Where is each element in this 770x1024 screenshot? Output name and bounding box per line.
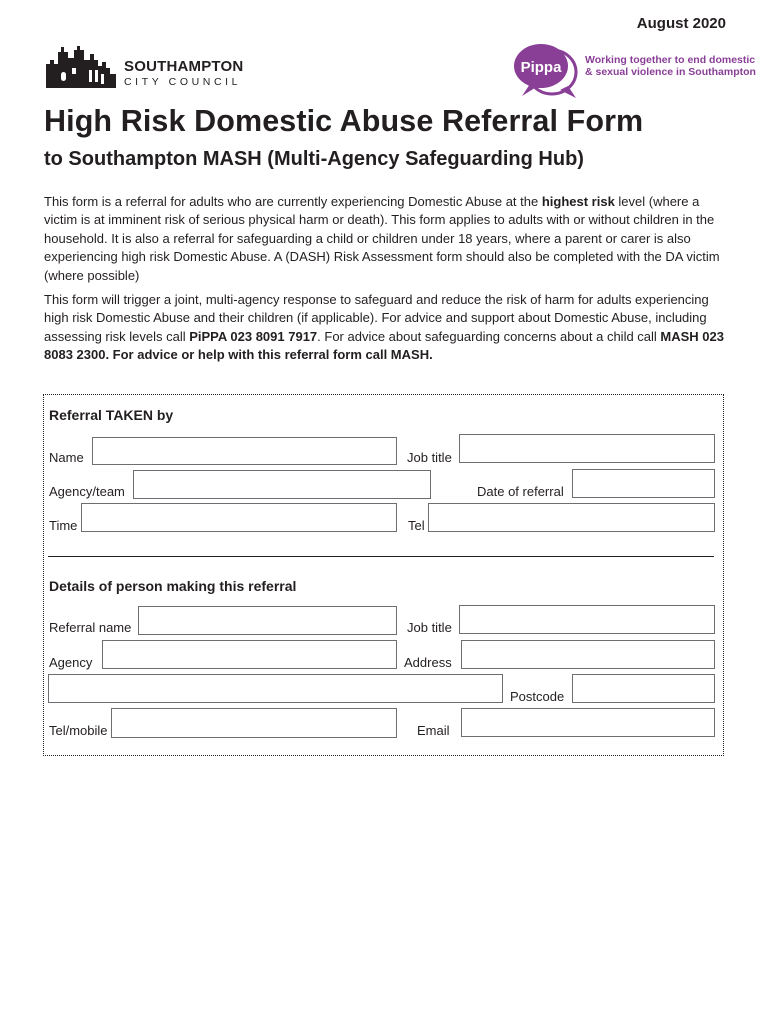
date-of-referral-label: Date of referral bbox=[477, 484, 564, 499]
postcode-input[interactable] bbox=[572, 674, 715, 703]
address-input[interactable] bbox=[461, 640, 715, 669]
address-continuation-input[interactable] bbox=[48, 674, 503, 703]
agency-label: Agency bbox=[49, 655, 93, 670]
agency-team-label: Agency/team bbox=[49, 484, 125, 499]
pippa-speech-bubble-logo bbox=[512, 42, 578, 100]
tel-mobile-input[interactable] bbox=[111, 708, 397, 738]
pippa-tagline-line2: & sexual violence in Southampton bbox=[585, 66, 756, 78]
section-divider bbox=[48, 556, 714, 557]
section-title-referrer-details: Details of person making this referral bbox=[49, 578, 297, 594]
agency-input[interactable] bbox=[102, 640, 397, 669]
name-input[interactable] bbox=[92, 437, 397, 465]
referral-name-input[interactable] bbox=[138, 606, 397, 635]
intro-text bbox=[44, 193, 734, 371]
time-input[interactable] bbox=[81, 503, 397, 532]
job-title-input[interactable] bbox=[459, 434, 715, 463]
name-label: Name bbox=[49, 450, 84, 465]
referral-name-label: Referral name bbox=[49, 620, 132, 635]
agency-team-input[interactable] bbox=[133, 470, 431, 499]
pippa-name: Pippa bbox=[520, 59, 562, 76]
address-label: Address bbox=[404, 655, 452, 670]
document-date: August 2020 bbox=[636, 15, 726, 32]
tel-input[interactable] bbox=[428, 503, 715, 532]
page-subtitle: to Southampton MASH (Multi-Agency Safeguarding Hub) bbox=[44, 148, 584, 170]
council-name-line2: CITY COUNCIL bbox=[124, 76, 242, 88]
southampton-city-council-logo bbox=[44, 44, 243, 90]
time-label: Time bbox=[49, 518, 78, 533]
date-of-referral-input[interactable] bbox=[572, 469, 715, 498]
intro-paragraph-1: This form is a referral for adults who are currently experiencing Domestic Abuse at the highest risk level (where a victim is at imminent risk of serious physical harm or death). This form applies to adults with or without children in the household. It is also a referral for safeguarding a child or children under 18 years, where a parent or carer is also experiencing high risk Domestic Abuse. A (DASH) Risk Assessment form should also be completed with the DA victim (where possible) bbox=[44, 194, 720, 283]
tel-mobile-label: Tel/mobile bbox=[49, 723, 108, 738]
tel-label: Tel bbox=[408, 518, 425, 533]
council-name-line1: SOUTHAMPTON bbox=[124, 58, 244, 75]
castle-skyline-icon bbox=[44, 44, 118, 90]
email-label: Email bbox=[417, 723, 450, 738]
email-input[interactable] bbox=[461, 708, 715, 737]
job-title-label: Job title bbox=[407, 450, 452, 465]
intro-paragraph-2: This form will trigger a joint, multi-agency response to safeguard and reduce the risk of harm for adults experiencing high risk Domestic Abuse and their children (if applicable). For advice and support about Domestic Abuse, including assessing risk levels call PiPPA 023 8091 7917. For advice about safeguarding concerns about a child call MASH 023 8083 2300. For advice or help with this referral form call MASH. bbox=[44, 292, 724, 363]
pippa-tagline-line1: Working together to end domestic bbox=[585, 54, 756, 66]
referrer-job-title-label: Job title bbox=[407, 620, 452, 635]
page-title: High Risk Domestic Abuse Referral Form bbox=[44, 104, 644, 138]
pippa-tagline bbox=[585, 54, 756, 78]
section-title-referral-taken: Referral TAKEN by bbox=[49, 407, 174, 423]
referrer-job-title-input[interactable] bbox=[459, 605, 715, 634]
postcode-label: Postcode bbox=[510, 689, 565, 704]
